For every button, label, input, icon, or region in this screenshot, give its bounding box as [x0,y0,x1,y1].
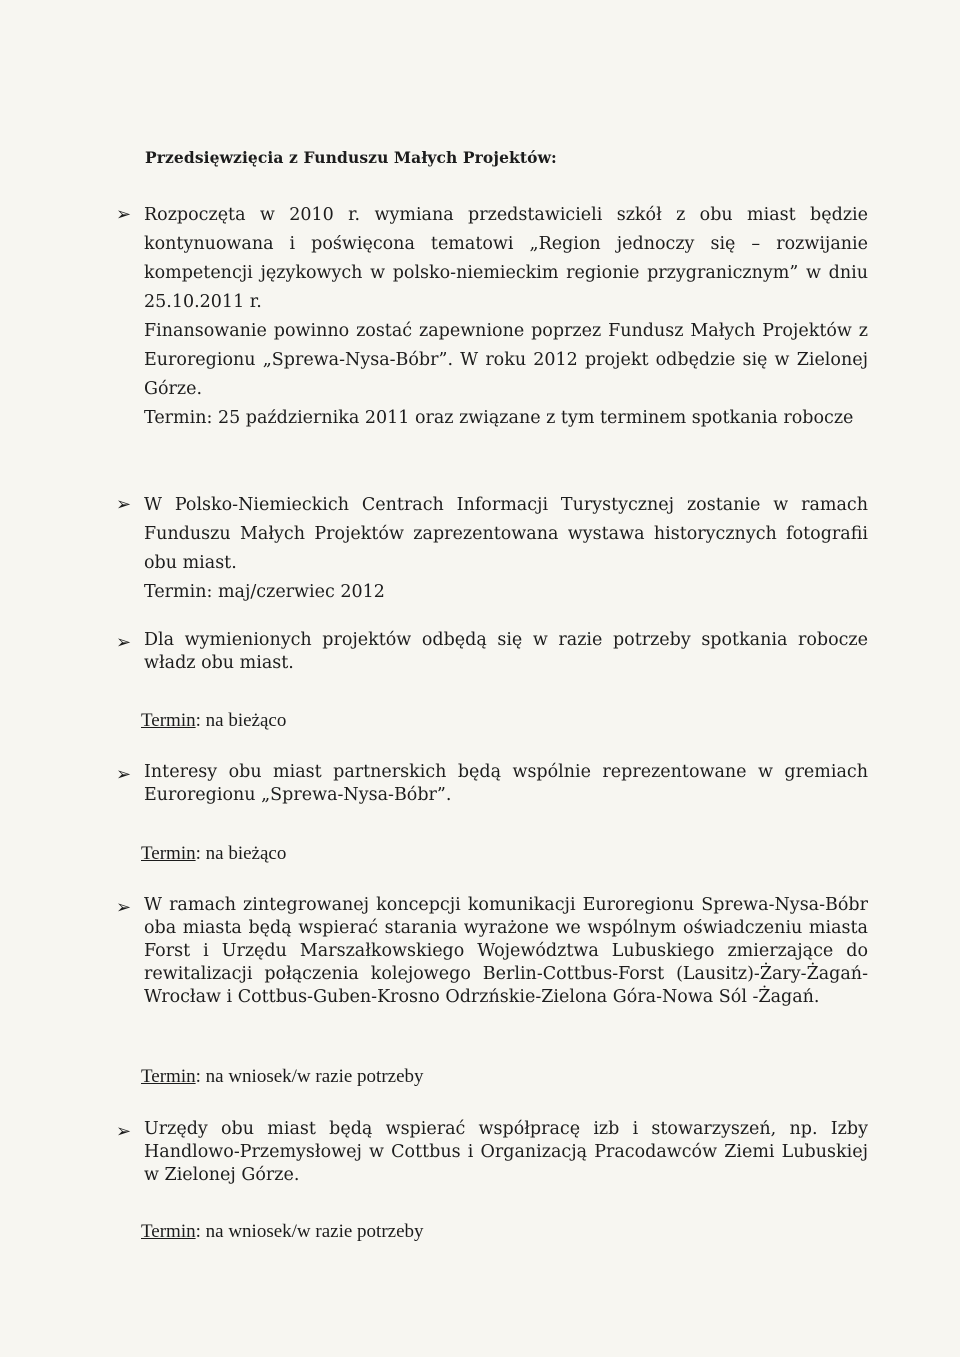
bullet-arrow-icon: ➢ [116,632,132,653]
termin-value: : na wniosek/w razie potrzeby [195,1066,424,1087]
document-heading: Przedsięwzięcia z Funduszu Małych Projektów: [145,148,557,167]
bullet-arrow-icon: ➢ [116,764,132,785]
list-item-6 [116,1118,868,1187]
list-item-4 [116,761,868,807]
list-item-1 [116,201,868,433]
item-2-paragraph-1: W Polsko-Niemieckich Centrach Informacji Turystycznej zostanie w ramach Funduszu Małych Projektów zaprezentowana wystawa historycznych fotografii obu miast. [144,495,868,573]
bullet-arrow-icon: ➢ [116,897,132,918]
termin-label: Termin [141,1066,196,1087]
list-item-3 [116,629,868,675]
list-item-2 [116,491,868,607]
item-1-termin: Termin: 25 października 2011 oraz związane z tym terminem spotkania robocze [144,408,854,428]
bullet-arrow-icon: ➢ [116,1121,132,1142]
termin-value: : na bieżąco [195,843,287,864]
termin-value: : na wniosek/w razie potrzeby [195,1221,424,1242]
list-item-5 [116,894,868,1009]
item-5-termin [141,1066,424,1088]
item-2-termin: Termin: maj/czerwiec 2012 [144,582,385,602]
item-3-termin [141,710,286,732]
termin-value: : na bieżąco [195,710,287,731]
termin-label: Termin [141,710,196,731]
item-4-paragraph-1: Interesy obu miast partnerskich będą wspólnie reprezentowane w gremiach Euroregionu „Sprewa-Nysa-Bóbr”. [144,762,868,805]
item-6-paragraph-1: Urzędy obu miast będą wspierać współpracę izb i stowarzyszeń, np. Izby Handlowo-Przemysłowej w Cottbus i Organizacją Pracodawców Ziemi Lubuskiej w Zielonej Górze. [144,1119,868,1185]
item-6-termin [141,1221,424,1243]
item-1-paragraph-2: Finansowanie powinno zostać zapewnione poprzez Fundusz Małych Projektów z Euroregionu „Sprewa-Nysa-Bóbr”. W roku 2012 projekt odbędzie się w Zielonej Górze. [144,321,868,399]
termin-label: Termin [141,843,196,864]
termin-label: Termin [141,1221,196,1242]
item-3-paragraph-1: Dla wymienionych projektów odbędą się w razie potrzeby spotkania robocze władz obu miast. [144,630,868,673]
item-1-paragraph-1: Rozpoczęta w 2010 r. wymiana przedstawicieli szkół z obu miast będzie kontynuowana i poświęcona tematowi „Region jednoczy się – rozwijanie kompetencji językowych w polsko-niemieckim regionie przygranicznym” w dniu 25.10.2011 r. [144,205,868,312]
item-5-paragraph-1: W ramach zintegrowanej koncepcji komunikacji Euroregionu Sprewa-Nysa-Bóbr oba miasta będą wspierać starania wyrażone we wspólnym oświadczeniu miasta Forst i Urzędu Marszałkowskiego Województwa Lubuskiego zmierzające do rewitalizacji połączenia kolejowego Berlin-Cottbus-Forst (Lausitz)-Żary-Żagań-Wrocław i Cottbus-Guben-Krosno Odrzńskie-Zielona Góra-Nowa Sól -Żagań. [144,895,868,1007]
item-4-termin [141,843,286,865]
bullet-arrow-icon: ➢ [116,204,132,225]
bullet-arrow-icon: ➢ [116,494,132,515]
